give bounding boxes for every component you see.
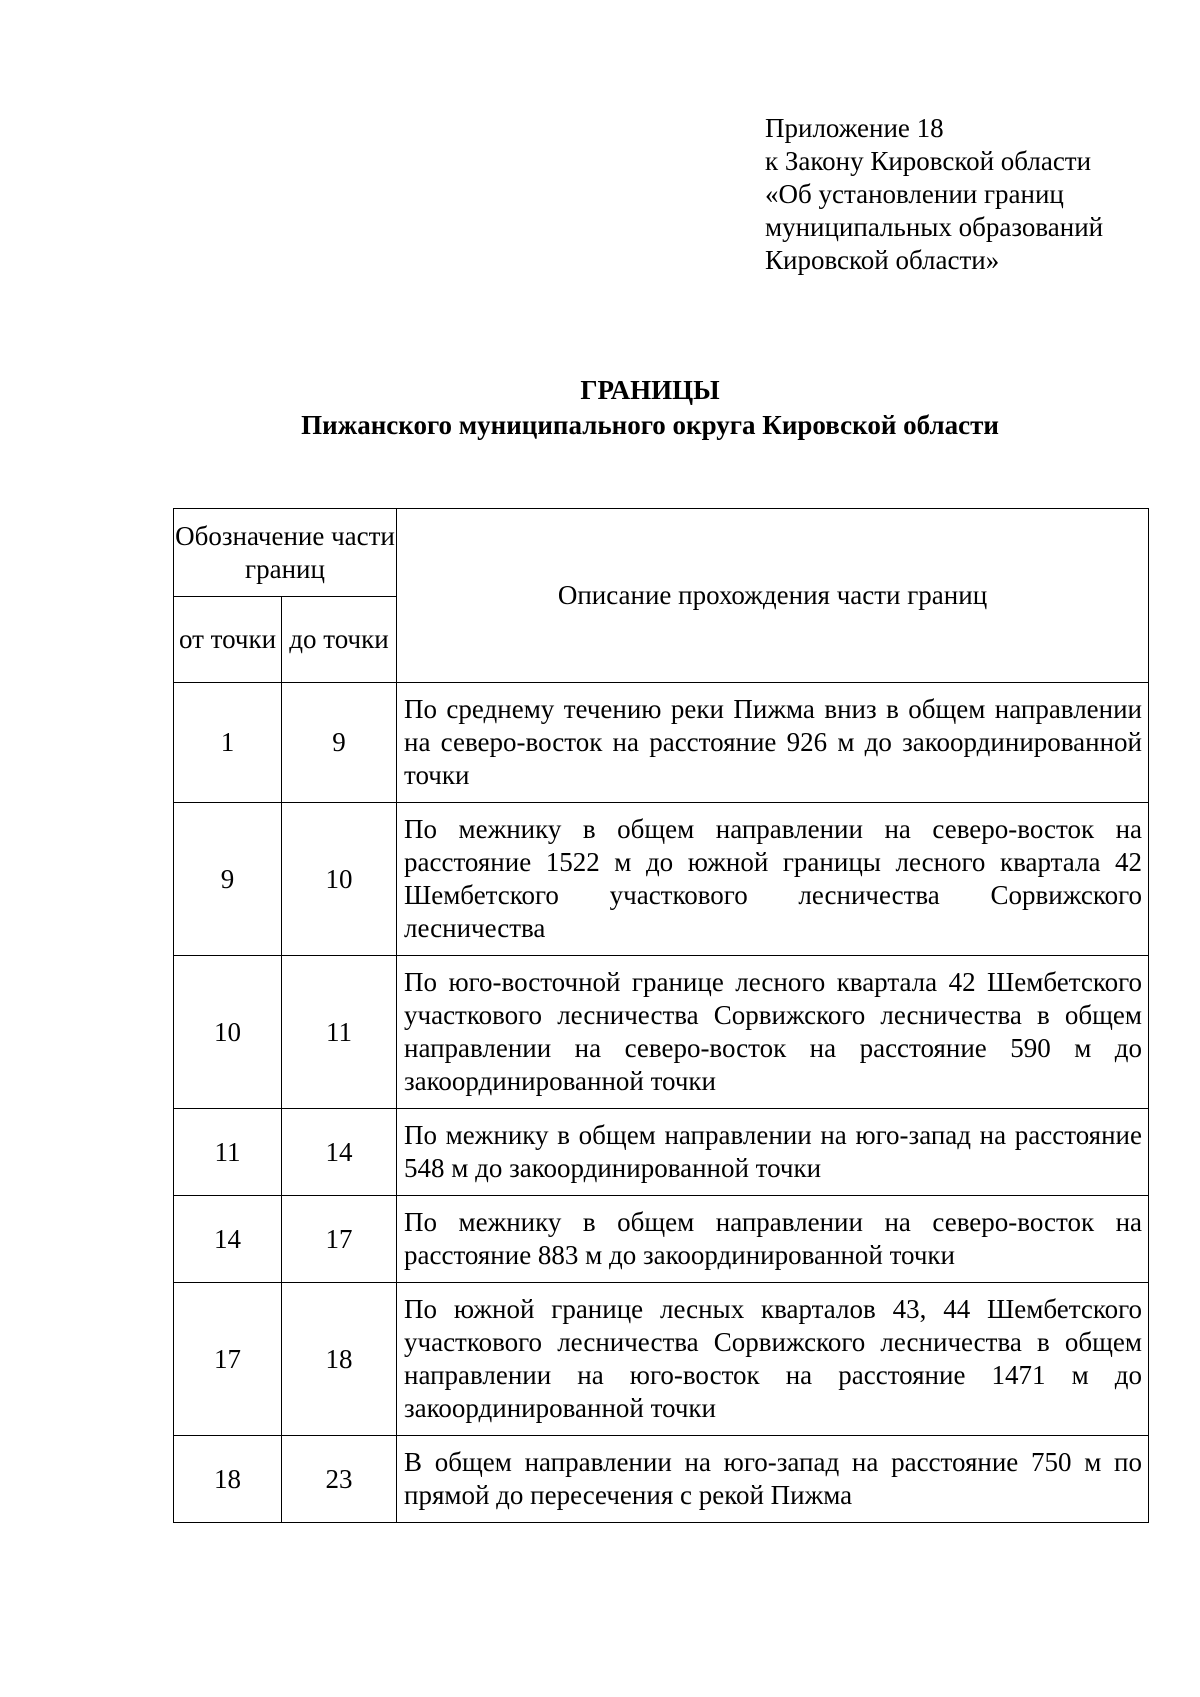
to-point-cell: 9 bbox=[282, 683, 397, 803]
table-row bbox=[174, 1196, 1149, 1283]
header-from-point: от точки bbox=[174, 597, 282, 683]
appendix-line: Приложение 18 bbox=[765, 113, 944, 143]
description-cell: По межнику в общем направлении на северо-восток на расстояние 1522 м до южной границы лесного квартала 42 Шембетского участкового лесничества Сорвижского лесничества bbox=[397, 803, 1149, 956]
from-point-cell: 1 bbox=[174, 683, 282, 803]
description-cell: В общем направлении на юго-запад на расстояние 750 м по прямой до пересечения с рекой Пижма bbox=[397, 1436, 1149, 1523]
from-point-cell: 10 bbox=[174, 956, 282, 1109]
to-point-cell: 23 bbox=[282, 1436, 397, 1523]
to-point-cell: 18 bbox=[282, 1283, 397, 1436]
appendix-line: Кировской области» bbox=[765, 245, 1000, 275]
from-point-cell: 17 bbox=[174, 1283, 282, 1436]
description-cell: По межнику в общем направлении на юго-запад на расстояние 548 м до закоординированной точки bbox=[397, 1109, 1149, 1196]
from-point-cell: 18 bbox=[174, 1436, 282, 1523]
header-description: Описание прохождения части границ bbox=[397, 509, 1149, 683]
appendix-note bbox=[765, 112, 1103, 277]
table-row bbox=[174, 1109, 1149, 1196]
to-point-cell: 17 bbox=[282, 1196, 397, 1283]
to-point-cell: 11 bbox=[282, 956, 397, 1109]
title-line-1: ГРАНИЦЫ bbox=[580, 375, 720, 405]
from-point-cell: 11 bbox=[174, 1109, 282, 1196]
description-cell: По среднему течению реки Пижма вниз в общем направлении на северо-восток на расстояние 926 м до закоординированной точки bbox=[397, 683, 1149, 803]
title-line-2: Пижанского муниципального округа Кировской области bbox=[301, 410, 999, 440]
to-point-cell: 10 bbox=[282, 803, 397, 956]
table-row bbox=[174, 1436, 1149, 1523]
header-boundary-designation: Обозначение части границ bbox=[174, 509, 397, 597]
description-cell: По юго-восточной границе лесного квартала 42 Шембетского участкового лесничества Сорвижского лесничества в общем направлении на северо-восток на расстояние 590 м до закоординированной точки bbox=[397, 956, 1149, 1109]
appendix-line: муниципальных образований bbox=[765, 212, 1104, 242]
appendix-line: к Закону Кировской области bbox=[765, 146, 1092, 176]
description-cell: По межнику в общем направлении на северо-восток на расстояние 883 м до закоординированной точки bbox=[397, 1196, 1149, 1283]
from-point-cell: 14 bbox=[174, 1196, 282, 1283]
description-cell: По южной границе лесных кварталов 43, 44 Шембетского участкового лесничества Сорвижского лесничества в общем направлении на юго-восток на расстояние 1471 м до закоординированной точки bbox=[397, 1283, 1149, 1436]
from-point-cell: 9 bbox=[174, 803, 282, 956]
appendix-line: «Об установлении границ bbox=[765, 179, 1064, 209]
table-row bbox=[174, 1283, 1149, 1436]
document-title bbox=[0, 373, 1200, 443]
table-row bbox=[174, 956, 1149, 1109]
to-point-cell: 14 bbox=[282, 1109, 397, 1196]
table-row bbox=[174, 803, 1149, 956]
boundary-table bbox=[173, 508, 1149, 1523]
header-to-point: до точки bbox=[282, 597, 397, 683]
table-row bbox=[174, 683, 1149, 803]
